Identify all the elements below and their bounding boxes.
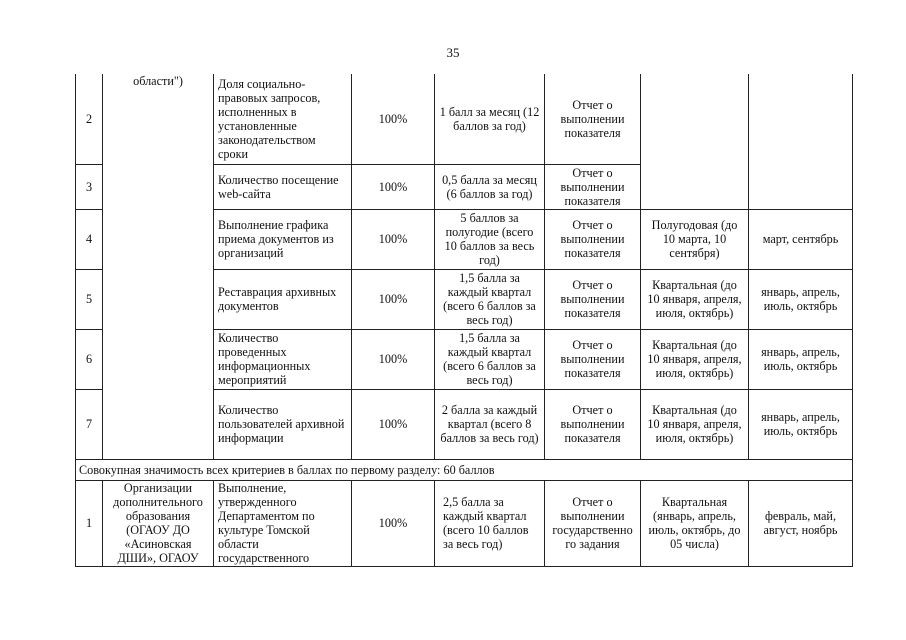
target-cell: 100% [352, 74, 435, 164]
row-number: 5 [76, 269, 103, 329]
report-cell: Отчет о выполнении показателя [545, 329, 641, 389]
page-number: 35 [446, 45, 460, 60]
target-cell: 100% [352, 329, 435, 389]
row-number: 3 [76, 164, 103, 209]
row-number: 7 [76, 389, 103, 459]
months-cell: январь, апрель, июль, октябрь [749, 389, 853, 459]
report-cell: Отчет о выполнении показателя [545, 389, 641, 459]
periodicity-cell [641, 74, 749, 209]
months-cell: январь, апрель, июль, октябрь [749, 269, 853, 329]
months-cell: март, сентябрь [749, 209, 853, 269]
criterion-cell: Реставрация архивных документов [214, 269, 352, 329]
criterion-cell: Количество проведенных информационных мероприятий [214, 329, 352, 389]
criteria-table [75, 74, 853, 567]
months-cell: февраль, май, август, ноябрь [749, 480, 853, 566]
periodicity-cell: Квартальная (до 10 января, апреля, июля, октябрь) [641, 329, 749, 389]
criterion-cell: Выполнение, утвержденного Департаментом по культуре Томской области государственного [214, 480, 352, 566]
row-number: 4 [76, 209, 103, 269]
target-cell: 100% [352, 389, 435, 459]
months-cell [749, 74, 853, 209]
periodicity-cell: Квартальная (январь, апрель, июль, октябрь, до 05 числа) [641, 480, 749, 566]
score-cell: 2,5 балла за каждый квартал (всего 10 баллов за весь год) [435, 480, 545, 566]
months-cell: январь, апрель, июль, октябрь [749, 329, 853, 389]
criterion-cell: Доля социально-правовых запросов, исполненных в установленные законодательством сроки [214, 74, 352, 164]
report-cell: Отчет о выполнении показателя [545, 164, 641, 209]
report-cell: Отчет о выполнении государственно го задания [545, 480, 641, 566]
criterion-cell: Выполнение графика приема документов из организаций [214, 209, 352, 269]
report-cell: Отчет о выполнении показателя [545, 269, 641, 329]
periodicity-cell: Квартальная (до 10 января, апреля, июля, октябрь) [641, 269, 749, 329]
score-cell: 1,5 балла за каждый квартал (всего 6 баллов за весь год) [435, 329, 545, 389]
report-cell: Отчет о выполнении показателя [545, 74, 641, 164]
target-cell: 100% [352, 480, 435, 566]
periodicity-cell: Полугодовая (до 10 марта, 10 сентября) [641, 209, 749, 269]
periodicity-cell: Квартальная (до 10 января, апреля, июля, октябрь) [641, 389, 749, 459]
target-cell: 100% [352, 164, 435, 209]
criterion-cell: Количество пользователей архивной информации [214, 389, 352, 459]
row-number: 1 [76, 480, 103, 566]
report-cell: Отчет о выполнении показателя [545, 209, 641, 269]
criterion-cell: Количество посещение web-сайта [214, 164, 352, 209]
organization-cell: Организации дополнительного образования (ОГАОУ ДО «Асиновская ДШИ», ОГАОУ [103, 480, 214, 566]
row-number: 6 [76, 329, 103, 389]
table-row [76, 74, 853, 164]
summary-cell: Совокупная значимость всех критериев в баллах по первому разделу: 60 баллов [76, 459, 853, 480]
score-cell: 0,5 балла за месяц (6 баллов за год) [435, 164, 545, 209]
organization-cell [103, 74, 214, 459]
summary-row [76, 459, 853, 480]
target-cell: 100% [352, 269, 435, 329]
score-cell: 5 баллов за полугодие (всего 10 баллов за весь год) [435, 209, 545, 269]
organization-text: области") [133, 74, 183, 88]
score-cell: 1,5 балла за каждый квартал (всего 6 баллов за весь год) [435, 269, 545, 329]
row-number: 2 [76, 74, 103, 164]
score-cell: 2 балла за каждый квартал (всего 8 баллов за весь год) [435, 389, 545, 459]
table-row [76, 480, 853, 566]
target-cell: 100% [352, 209, 435, 269]
score-cell: 1 балл за месяц (12 баллов за год) [435, 74, 545, 164]
